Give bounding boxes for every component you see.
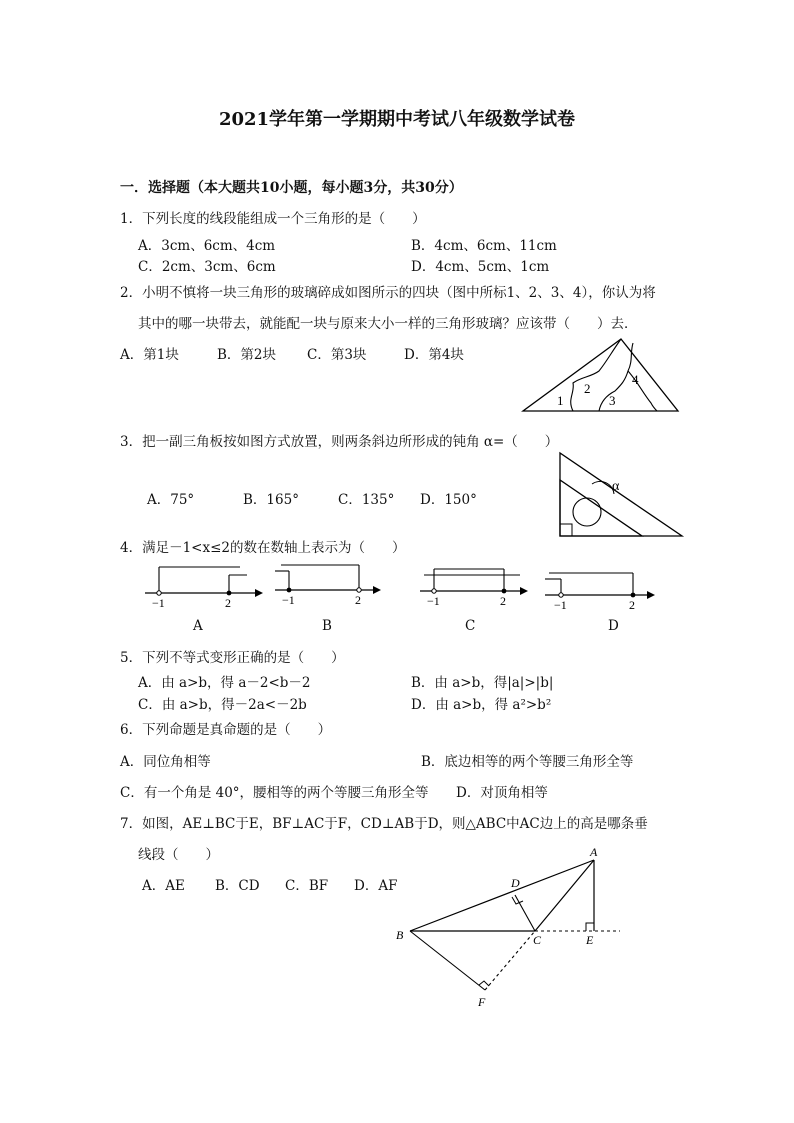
q4a-tick-right: 2: [225, 596, 231, 610]
q2-stem-line1: 2．小明不慎将一块三角形的玻璃碎成如图所示的四块（图中所标1、2、3、4），你认为将: [120, 285, 656, 301]
q2-stem-line2: 其中的哪一块带去，就能配一块与原来大小一样的三角形玻璃？应该带（ ）去．: [138, 316, 638, 332]
q4-numberline-d: [545, 567, 660, 612]
q7-stem-line2: 线段（ ）: [138, 847, 219, 863]
q3-setsquare-figure: [552, 450, 687, 540]
q4d-tick-right: 2: [629, 598, 635, 612]
q4-option-c-label: C: [465, 618, 476, 634]
q6-option-b: B．底边相等的两个等腰三角形全等: [421, 754, 634, 770]
q4-numberline-c: [420, 563, 540, 608]
q3-fig-label-alpha: α: [612, 479, 620, 494]
q7-option-d: D．AF: [354, 878, 398, 894]
q4-numberline-b: [275, 562, 395, 607]
q7-label-e: E: [586, 933, 594, 947]
q2-fig-label-1: 1: [557, 393, 564, 408]
q5-option-a: A．由 a>b，得 a－2<b－2: [138, 675, 311, 691]
q7-option-a: A．AE: [142, 878, 185, 894]
q5-option-d: D．由 a>b，得 a²>b²: [411, 697, 552, 713]
q7-option-b: B．CD: [215, 878, 260, 894]
q2-glass-figure: [515, 335, 685, 415]
q3-stem: 3．把一副三角板按如图方式放置，则两条斜边所形成的钝角 α=（ ）: [120, 434, 559, 450]
q2-option-c: C．第3块: [307, 347, 367, 363]
q4d-tick-left: −1: [554, 598, 567, 612]
q1-option-a: A．3cm、6cm、4cm: [138, 238, 276, 254]
q4-option-a-label: A: [193, 618, 203, 634]
q2-option-d: D．第4块: [404, 347, 464, 363]
q6-stem: 6．下列命题是真命题的是（ ）: [120, 722, 332, 738]
q2-option-b: B．第2块: [217, 347, 277, 363]
q3-option-d: D．150°: [420, 492, 477, 508]
q4c-tick-right: 2: [500, 594, 506, 608]
q6-option-a: A．同位角相等: [120, 754, 211, 770]
q7-label-c: C: [533, 933, 542, 947]
q5-stem: 5．下列不等式变形正确的是（ ）: [120, 650, 345, 666]
q3-option-b: B．165°: [243, 492, 299, 508]
q4-option-d-label: D: [608, 618, 619, 634]
q7-triangle-figure: [390, 840, 630, 1015]
q4-stem: 4．满足－1<x≤2的数在数轴上表示为（ ）: [120, 540, 406, 556]
q6-option-d: D．对顶角相等: [456, 785, 548, 801]
q1-option-b: B．4cm、6cm、11cm: [411, 238, 557, 254]
q4c-tick-left: −1: [427, 594, 440, 608]
q7-label-b: B: [396, 928, 404, 942]
q7-label-a: A: [590, 845, 598, 859]
q5-option-b: B．由 a>b，得|a|>|b|: [411, 675, 554, 691]
q4b-tick-right: 2: [355, 593, 361, 607]
q5-option-c: C．由 a>b，得－2a<－2b: [138, 697, 307, 713]
q2-fig-label-2: 2: [584, 381, 591, 396]
q4-option-b-label: B: [322, 618, 332, 634]
q3-option-c: C．135°: [338, 492, 395, 508]
q2-option-a: A．第1块: [120, 347, 179, 363]
q7-label-d: D: [511, 876, 520, 890]
q2-fig-label-4: 4: [632, 372, 639, 387]
page-title: 2021学年第一学期期中考试八年级数学试卷: [218, 109, 576, 130]
section-heading: 一．选择题（本大题共10小题，每小题3分，共30分）: [120, 180, 463, 196]
q4-numberline-a: [145, 565, 265, 610]
q7-label-f: F: [478, 995, 486, 1009]
q4a-tick-left: −1: [152, 596, 165, 610]
q2-fig-label-3: 3: [609, 393, 616, 408]
q1-stem: 1．下列长度的线段能组成一个三角形的是（ ）: [120, 211, 426, 227]
q4b-tick-left: −1: [282, 593, 295, 607]
q1-option-c: C．2cm、3cm、6cm: [138, 259, 276, 275]
q7-option-c: C．BF: [285, 878, 329, 894]
q1-option-d: D．4cm、5cm、1cm: [411, 259, 550, 275]
q3-option-a: A．75°: [147, 492, 195, 508]
q6-option-c: C．有一个角是 40°，腰相等的两个等腰三角形全等: [120, 785, 429, 801]
q7-stem-line1: 7．如图，AE⊥BC于E，BF⊥AC于F，CD⊥AB于D，则△ABC中AC边上的高是哪条垂: [120, 816, 648, 832]
